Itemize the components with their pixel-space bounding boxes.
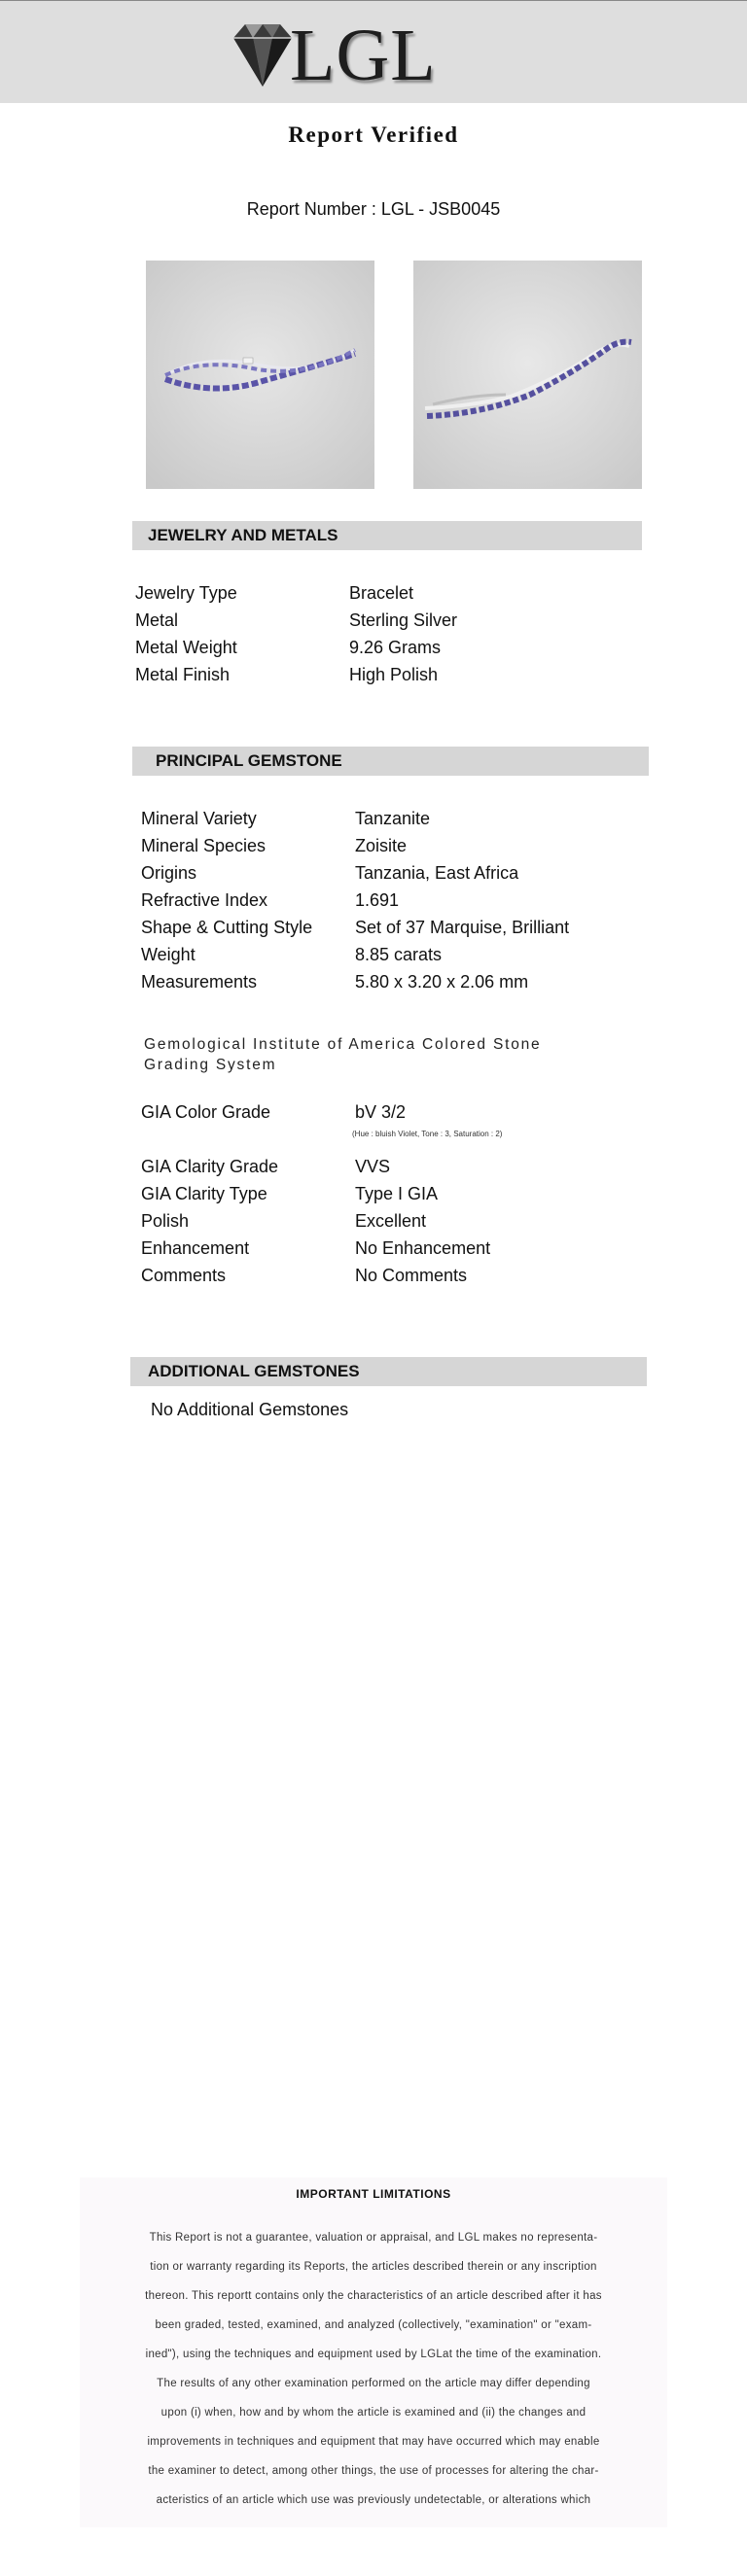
metal-finish-value: High Polish	[349, 665, 439, 684]
limitations-line: ined"), using the techniques and equipment used by LGLat the time of the examination.	[145, 2349, 602, 2360]
gia-clarity-type-value: Type I GIA	[355, 1184, 439, 1203]
shape-cutting-style-label: Shape & Cutting Style	[141, 918, 313, 937]
origins-label: Origins	[141, 863, 197, 883]
weight-value: 8.85 carats	[355, 945, 443, 964]
jewelry-type-value: Bracelet	[349, 583, 414, 603]
page-title: Report Verified	[288, 122, 459, 147]
gia-clarity-grade-value: VVS	[355, 1157, 391, 1176]
mineral-species-label: Mineral Species	[141, 836, 267, 855]
metal-label: Metal	[135, 610, 179, 630]
limitations-line: This Report is not a guarantee, valuation or appraisal, and LGL makes no representa-	[149, 2232, 598, 2244]
section-header-additional-gemstones: ADDITIONAL GEMSTONES	[130, 1357, 647, 1386]
lgl-logo[interactable]	[224, 15, 486, 96]
important-limitations-panel	[80, 2177, 667, 2527]
polish-value: Excellent	[355, 1211, 427, 1231]
metal-finish-label: Metal Finish	[135, 665, 231, 684]
jewelry-type-label: Jewelry Type	[135, 583, 237, 603]
gia-clarity-type-label: GIA Clarity Type	[141, 1184, 267, 1203]
limitations-line: improvements in techniques and equipment that may have occurred which may enable	[147, 2436, 600, 2448]
limitations-line: been graded, tested, examined, and analyzed (collectively, "examination" or "exam-	[155, 2319, 592, 2331]
origins-value: Tanzania, East Africa	[355, 863, 519, 883]
header-bar	[0, 0, 747, 103]
bracelet-image	[146, 261, 374, 489]
bracelet-image-side	[413, 261, 642, 489]
metal-weight-value: 9.26 Grams	[349, 638, 442, 657]
enhancement-value: No Enhancement	[355, 1238, 491, 1258]
report-number: Report Number : LGL - JSB0045	[246, 199, 501, 219]
limitations-title: IMPORTANT LIMITATIONS	[296, 2187, 451, 2201]
metal-weight-label: Metal Weight	[135, 638, 237, 657]
comments-value: No Comments	[355, 1266, 468, 1285]
polish-label: Polish	[141, 1211, 190, 1231]
gia-color-grade-value: bV 3/2	[355, 1102, 407, 1122]
limitations-line: The results of any other examination performed on the article may differ depending	[157, 2378, 590, 2389]
bracelet-photo-front[interactable]	[146, 261, 374, 489]
weight-label: Weight	[141, 945, 196, 964]
refractive-index-label: Refractive Index	[141, 890, 268, 910]
gia-system-title: Gemological Institute of America Colored Stone Grading System	[144, 1036, 542, 1073]
limitations-line: thereon. This reportt contains only the characteristics of an article described after it has	[145, 2290, 602, 2302]
metal-value: Sterling Silver	[349, 610, 458, 630]
mineral-species-value: Zoisite	[355, 836, 408, 855]
logo-wordmark: LGL	[290, 15, 437, 96]
section-header-jewelry-metals: JEWELRY AND METALS	[132, 521, 642, 550]
comments-label: Comments	[141, 1266, 227, 1285]
gia-color-grade-label: GIA Color Grade	[141, 1102, 271, 1122]
measurements-value: 5.80 x 3.20 x 2.06 mm	[355, 972, 529, 992]
mineral-variety-value: Tanzanite	[355, 809, 431, 828]
limitations-line: tion or warranty regarding its Reports, the articles described therein or any inscription	[150, 2261, 597, 2273]
gia-color-grade-note: (Hue : bluish Violet, Tone : 3, Saturation : 2)	[352, 1130, 503, 1138]
section-header-principal-gemstone: PRINCIPAL GEMSTONE	[132, 747, 649, 776]
shape-cutting-style-value: Set of 37 Marquise, Brilliant	[355, 918, 570, 937]
measurements-label: Measurements	[141, 972, 258, 992]
refractive-index-value: 1.691	[355, 890, 400, 910]
limitations-line: acteristics of an article which use was previously undetectable, or alterations which	[156, 2494, 591, 2506]
enhancement-label: Enhancement	[141, 1238, 250, 1258]
limitations-line: upon (i) when, how and by whom the article is examined and (ii) the changes and	[160, 2407, 587, 2419]
gia-clarity-grade-label: GIA Clarity Grade	[141, 1157, 279, 1176]
bracelet-photo-side[interactable]	[413, 261, 642, 489]
mineral-variety-label: Mineral Variety	[141, 809, 257, 828]
additional-gemstones-text: No Additional Gemstones	[151, 1400, 349, 1419]
limitations-line: the examiner to detect, among other things, the use of processes for altering the char-	[148, 2465, 599, 2477]
